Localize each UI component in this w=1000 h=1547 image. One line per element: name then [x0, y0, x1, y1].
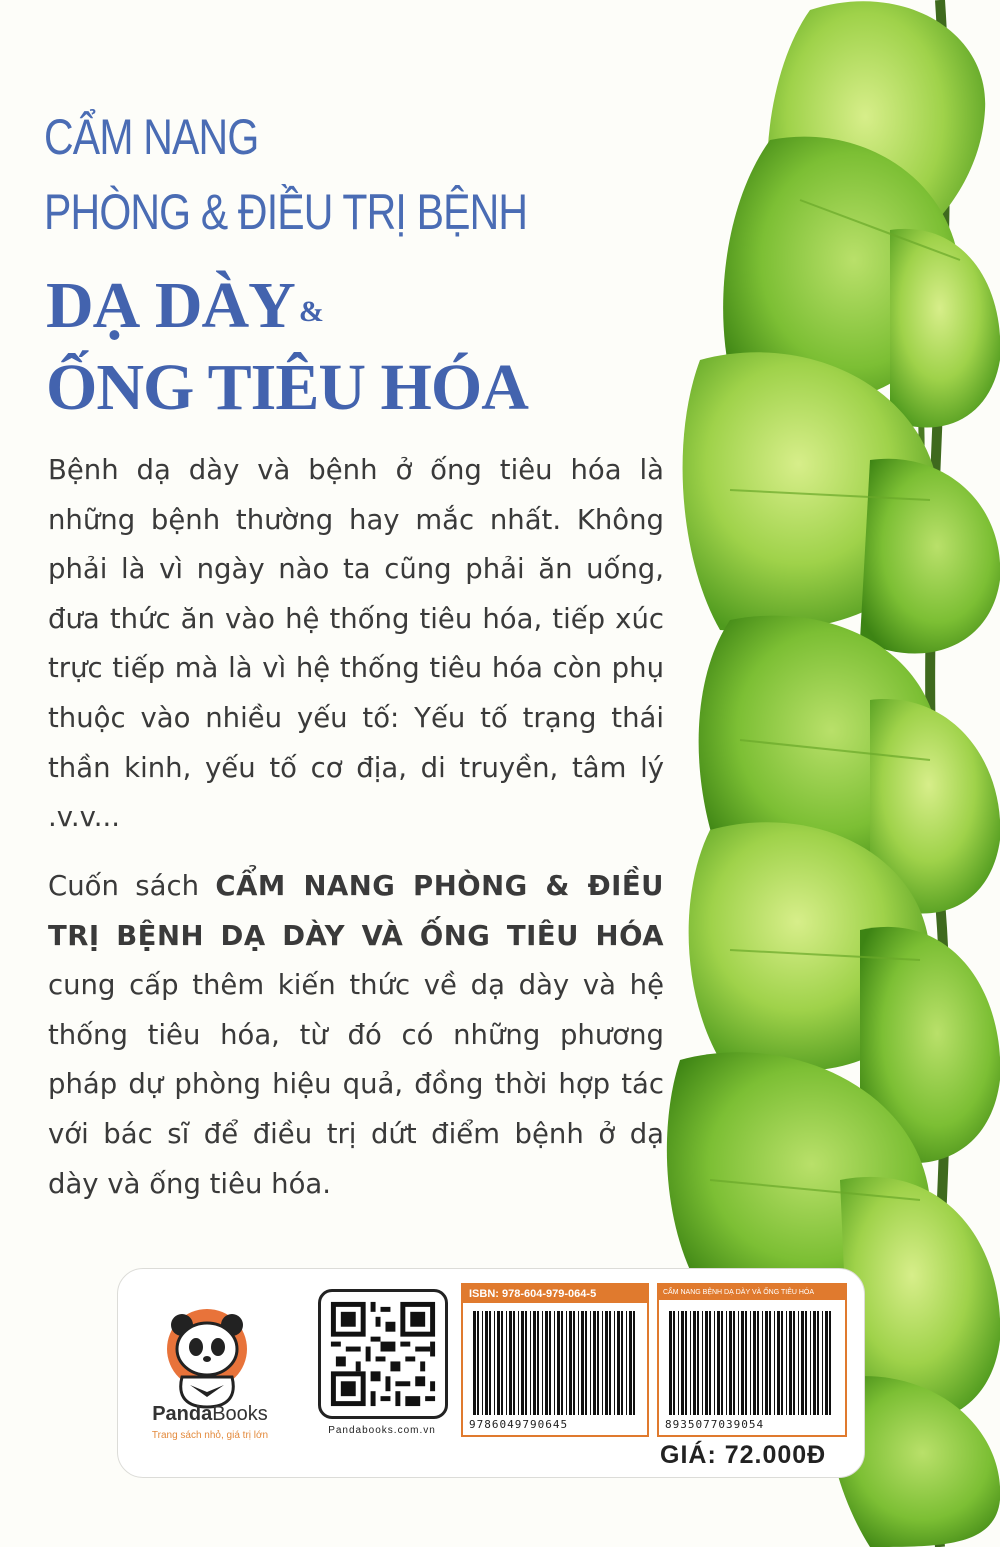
barcode-bar: [822, 1311, 823, 1415]
barcode-bar: [578, 1311, 579, 1415]
barcode-bar: [697, 1311, 699, 1415]
barcode-bar: [542, 1311, 543, 1415]
barcode-bar: [745, 1311, 747, 1415]
barcode-bar: [626, 1311, 627, 1415]
barcode-bar: [702, 1311, 703, 1415]
barcode-bar: [769, 1311, 771, 1415]
book-title-inline: CẨM NANG PHÒNG & ĐIỀU TRỊ BỆNH DẠ DÀY VÀ ỐNG TIÊU HÓA: [48, 870, 664, 952]
barcode-bar: [733, 1311, 735, 1415]
barcode-bar: [569, 1311, 572, 1415]
barcode-bar: [793, 1311, 795, 1415]
publisher-name: [135, 1403, 285, 1426]
barcode-bar: [774, 1311, 775, 1415]
barcode-bar: [753, 1311, 756, 1415]
publisher-tagline: Trang sách nhỏ, giá trị lớn: [151, 1430, 269, 1441]
barcode-bar: [566, 1311, 567, 1415]
title-line-3-text: DẠ DÀY: [46, 269, 295, 342]
barcode-bar: [726, 1311, 727, 1415]
barcode-bar: [573, 1311, 575, 1415]
barcode-bar: [781, 1311, 783, 1415]
title-ampersand: &: [298, 294, 323, 328]
barcode-bar: [762, 1311, 763, 1415]
barcode-bar: [810, 1311, 811, 1415]
barcode-bar: [605, 1311, 608, 1415]
barcode-bar: [554, 1311, 555, 1415]
barcode-bar: [669, 1311, 672, 1415]
barcode-bar: [805, 1311, 807, 1415]
title-line-4: ỐNG TIÊU HÓA: [46, 351, 528, 424]
publisher-name-suffix: Books: [212, 1403, 268, 1425]
barcode-bar: [614, 1311, 615, 1415]
barcode-bar: [597, 1311, 599, 1415]
barcode-bar: [693, 1311, 696, 1415]
barcode-bar: [494, 1311, 495, 1415]
isbn-digits: 9786049790645: [469, 1418, 569, 1431]
barcode-bar: [798, 1311, 799, 1415]
publisher-name-prefix: Panda: [152, 1403, 213, 1425]
description-paragraph-2: [48, 862, 664, 1209]
barcode-bar: [801, 1311, 804, 1415]
barcode-bar: [765, 1311, 768, 1415]
barcode-bar: [473, 1311, 476, 1415]
barcode-bar: [477, 1311, 479, 1415]
publisher-website: Pandabooks.com.vn: [328, 1425, 436, 1436]
barcode-bar: [633, 1311, 635, 1415]
isbn-barcode-bars: [471, 1311, 639, 1415]
product-barcode-bars: [667, 1311, 835, 1415]
barcode-bar: [738, 1311, 739, 1415]
price-label: GIÁ: 72.000Đ: [660, 1441, 827, 1469]
product-barcode: [657, 1283, 847, 1437]
barcode-bar: [585, 1311, 587, 1415]
barcode-bar: [602, 1311, 603, 1415]
product-barcode-label: CẨM NANG BỆNH DẠ DÀY VÀ ỐNG TIÊU HÓA: [659, 1285, 845, 1300]
barcode-bar: [678, 1311, 679, 1415]
barcode-bar: [545, 1311, 548, 1415]
product-barcode-digits: 8935077039054: [665, 1418, 765, 1431]
barcode-bar: [518, 1311, 519, 1415]
footer-info-panel: [117, 1268, 865, 1478]
barcode-bar: [537, 1311, 539, 1415]
barcode-bar: [629, 1311, 632, 1415]
barcode-bar: [825, 1311, 828, 1415]
barcode-bar: [690, 1311, 691, 1415]
barcode-bar: [497, 1311, 500, 1415]
barcode-bar: [750, 1311, 751, 1415]
barcode-bar: [485, 1311, 488, 1415]
qr-code: [318, 1289, 448, 1419]
title-line-3: [46, 268, 323, 344]
barcode-bar: [533, 1311, 536, 1415]
barcode-bar: [509, 1311, 512, 1415]
barcode-bar: [721, 1311, 723, 1415]
barcode-bar: [590, 1311, 591, 1415]
barcode-bar: [705, 1311, 708, 1415]
title-line-2: PHÒNG & ĐIỀU TRỊ BỆNH: [44, 184, 528, 240]
isbn-label: ISBN: 978-604-979-064-5: [463, 1285, 647, 1303]
barcode-bar: [525, 1311, 527, 1415]
qr-code-pattern: [321, 1292, 445, 1416]
paragraph-2-rest: cung cấp thêm kiến thức về dạ dày và hệ thống tiêu hóa, từ đó có những phương pháp dự phòng hiệu quả, đồng thời hợp tác với bác sĩ để điều trị dứt điểm bệnh ở dạ dày và ống tiêu hóa.: [48, 969, 664, 1200]
barcode-bar: [741, 1311, 744, 1415]
barcode-bar: [717, 1311, 720, 1415]
barcode-bar: [673, 1311, 675, 1415]
barcode-bar: [506, 1311, 507, 1415]
barcode-bar: [581, 1311, 584, 1415]
barcode-bar: [789, 1311, 792, 1415]
barcode-bar: [513, 1311, 515, 1415]
barcode-bar: [714, 1311, 715, 1415]
barcode-bar: [557, 1311, 560, 1415]
paragraph-2-intro: Cuốn sách: [48, 870, 199, 902]
barcode-bar: [829, 1311, 831, 1415]
barcode-bar: [813, 1311, 816, 1415]
barcode-bar: [521, 1311, 524, 1415]
description-paragraph-1: Bệnh dạ dày và bệnh ở ống tiêu hóa là những bệnh thường hay mắc nhất. Không phải là vì ngày nào ta cũng phải ăn uống, đưa thức ăn vào hệ thống tiêu hóa, tiếp xúc trực tiếp mà là vì hệ thống tiêu hóa còn phụ thuộc vào nhiều yếu tố: Yếu tố trạng thái thần kinh, yếu tố cơ địa, di truyền, tâm lý .v.v...: [48, 454, 664, 834]
barcode-bar: [817, 1311, 819, 1415]
barcode-bar: [729, 1311, 732, 1415]
barcode-bar: [681, 1311, 684, 1415]
barcode-bar: [617, 1311, 620, 1415]
barcode-bar: [609, 1311, 611, 1415]
barcode-bar: [593, 1311, 596, 1415]
barcode-bar: [530, 1311, 531, 1415]
isbn-barcode: [461, 1283, 649, 1437]
barcode-bar: [549, 1311, 551, 1415]
barcode-bar: [685, 1311, 687, 1415]
barcode-bar: [561, 1311, 563, 1415]
barcode-bar: [777, 1311, 780, 1415]
barcode-bar: [757, 1311, 759, 1415]
title-line-1: CẨM NANG: [44, 109, 259, 165]
barcode-bar: [482, 1311, 483, 1415]
barcode-bar: [501, 1311, 503, 1415]
barcode-bar: [489, 1311, 491, 1415]
barcode-bar: [709, 1311, 711, 1415]
barcode-bar: [786, 1311, 787, 1415]
barcode-bar: [621, 1311, 623, 1415]
